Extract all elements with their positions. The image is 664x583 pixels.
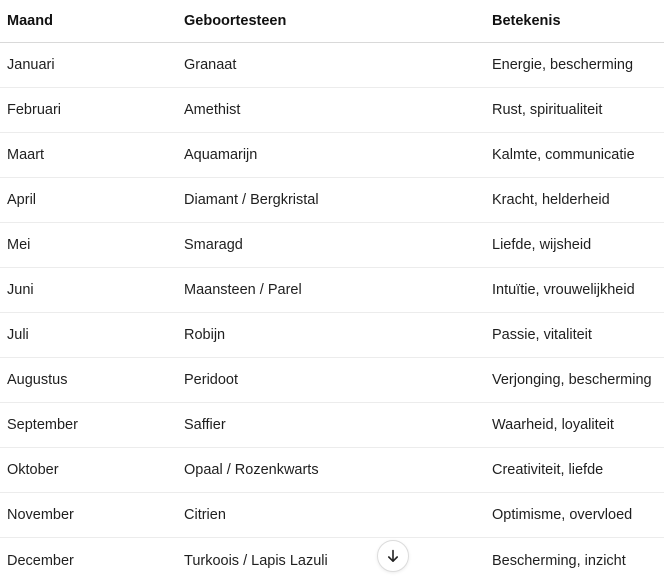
- stone-cell: Peridoot: [184, 372, 239, 388]
- table-row: [0, 223, 664, 268]
- table-row: [0, 538, 664, 583]
- stone-cell: Maansteen / Parel: [184, 282, 302, 298]
- meaning-cell: Kracht, helderheid: [492, 192, 610, 208]
- stone-cell: Aquamarijn: [184, 147, 258, 163]
- stone-cell: Saffier: [184, 417, 226, 433]
- table-row: [0, 448, 664, 493]
- column-header-geboortesteen: Geboortesteen: [184, 13, 287, 29]
- meaning-cell: Intuïtie, vrouwelijkheid: [492, 282, 635, 298]
- table-header-row: [0, 0, 664, 43]
- arrow-down-icon: [385, 548, 401, 564]
- table-row: [0, 268, 664, 313]
- month-cell: December: [7, 552, 74, 569]
- meaning-cell: Verjonging, bescherming: [492, 372, 652, 388]
- meaning-cell: Kalmte, communicatie: [492, 147, 635, 163]
- month-cell: Oktober: [7, 462, 59, 478]
- stone-cell: Diamant / Bergkristal: [184, 192, 319, 208]
- meaning-cell: Passie, vitaliteit: [492, 327, 592, 343]
- column-header-betekenis: Betekenis: [492, 13, 561, 29]
- stone-cell: Amethist: [184, 102, 241, 118]
- meaning-cell: Optimisme, overvloed: [492, 507, 633, 523]
- meaning-cell: Energie, bescherming: [492, 57, 634, 73]
- month-cell: Januari: [7, 57, 55, 73]
- month-cell: September: [7, 417, 78, 433]
- table-row: [0, 178, 664, 223]
- table-row: [0, 43, 664, 88]
- table-row: [0, 358, 664, 403]
- meaning-cell: Creativiteit, liefde: [492, 462, 604, 478]
- month-cell: April: [7, 192, 37, 208]
- month-cell: Juni: [7, 282, 34, 298]
- scroll-to-bottom-button[interactable]: [377, 540, 409, 572]
- stone-cell: Turkoois / Lapis Lazuli: [184, 552, 328, 569]
- stone-cell: Citrien: [184, 507, 226, 523]
- stone-cell: Opaal / Rozenkwarts: [184, 462, 319, 478]
- meaning-cell: Rust, spiritualiteit: [492, 102, 603, 118]
- month-cell: Juli: [7, 327, 29, 343]
- month-cell: Februari: [7, 102, 61, 118]
- meaning-cell: Liefde, wijsheid: [492, 237, 592, 253]
- table-row: [0, 493, 664, 538]
- month-cell: Maart: [7, 147, 45, 163]
- table-row: [0, 88, 664, 133]
- table-row: [0, 403, 664, 448]
- stone-cell: Smaragd: [184, 237, 243, 253]
- column-header-maand: Maand: [7, 13, 53, 29]
- month-cell: Augustus: [7, 372, 68, 388]
- meaning-cell: Waarheid, loyaliteit: [492, 417, 614, 433]
- table-row: [0, 133, 664, 178]
- stone-cell: Granaat: [184, 57, 237, 73]
- month-cell: November: [7, 507, 74, 523]
- month-cell: Mei: [7, 237, 31, 253]
- meaning-cell: Bescherming, inzicht: [492, 552, 626, 569]
- table-row: [0, 313, 664, 358]
- stone-cell: Robijn: [184, 327, 226, 343]
